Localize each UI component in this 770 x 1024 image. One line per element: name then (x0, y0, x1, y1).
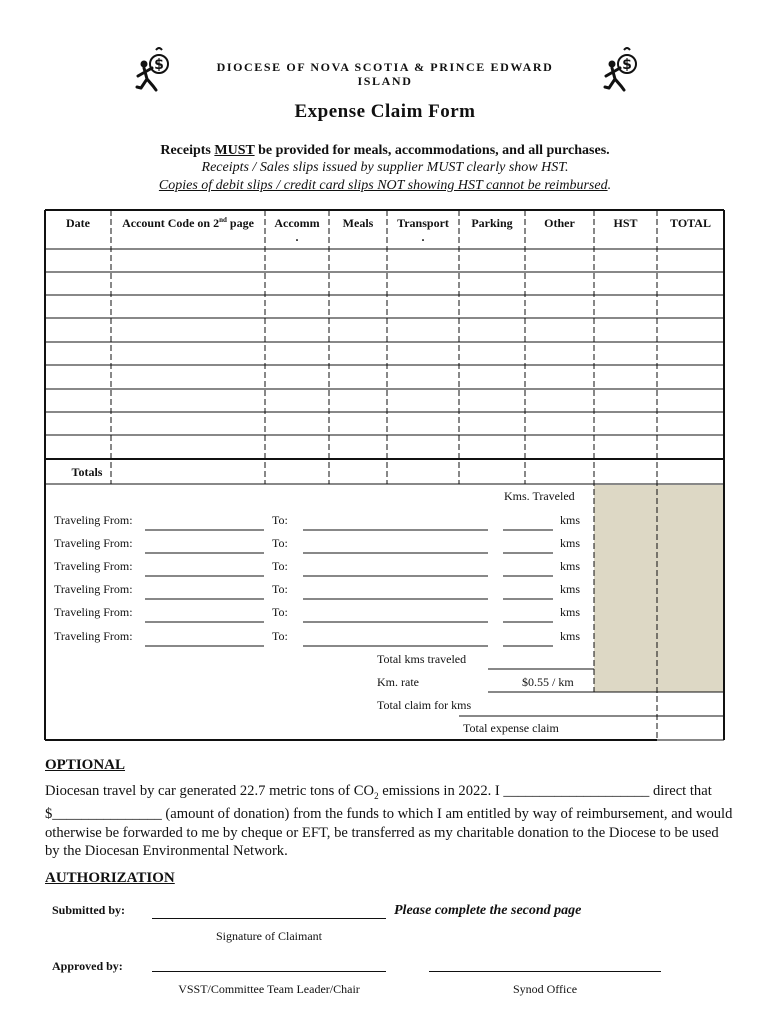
receipts-required-line: Receipts MUST be provided for meals, accommodations, and all purchases. (160, 143, 610, 158)
col-header-total: TOTAL (670, 216, 711, 230)
traveling-from-label: Traveling From: (54, 629, 133, 643)
kms-unit-label: kms (560, 559, 581, 573)
kms-unit-label: kms (560, 629, 581, 643)
leader-signature-line[interactable] (152, 971, 386, 972)
form-title: Expense Claim Form (294, 101, 476, 122)
traveling-from-label: Traveling From: (54, 513, 133, 527)
claimant-signature-line[interactable] (152, 918, 386, 919)
authorization-heading: AUTHORIZATION (45, 870, 175, 886)
col-header-date: Date (66, 216, 90, 230)
kms-unit-label: kms (560, 582, 581, 596)
to-label: To: (272, 605, 288, 619)
traveling-from-label: Traveling From: (54, 605, 133, 619)
organization-name: DIOCESE OF NOVA SCOTIA & PRINCE EDWARD ISLAND (216, 60, 554, 88)
traveling-from-label: Traveling From: (54, 582, 133, 596)
km-rate-label: Km. rate (377, 675, 419, 689)
svg-text:$: $ (154, 57, 164, 73)
leader-caption: VSST/Committee Team Leader/Chair (178, 982, 360, 996)
svg-text:$: $ (622, 57, 632, 73)
to-label: To: (272, 559, 288, 573)
km-rate-value: $0.55 / km (522, 675, 574, 689)
debit-slip-notice-line: Copies of debit slips / credit card slips NOT showing HST cannot be reimbursed. (158, 178, 612, 193)
hst-notice-line: Receipts / Sales slips issued by supplier MUST clearly show HST. (201, 160, 569, 175)
signature-caption: Signature of Claimant (216, 929, 322, 943)
total-expense-label: Total expense claim (463, 721, 559, 735)
to-label: To: (272, 536, 288, 550)
col-header-accomm: Accomm . (274, 216, 320, 244)
total-kms-label: Total kms traveled (377, 652, 467, 666)
kms-unit-label: kms (560, 513, 581, 527)
kms-unit-label: kms (560, 605, 581, 619)
totals-row-label: Totals (71, 465, 103, 479)
kms-unit-label: kms (560, 536, 581, 550)
traveling-from-label: Traveling From: (54, 536, 133, 550)
optional-heading: OPTIONAL (45, 757, 126, 773)
second-page-note: Please complete the second page (394, 903, 582, 918)
col-header-account-code: Account Code on 2nd page (122, 216, 254, 230)
col-header-parking: Parking (471, 216, 513, 230)
traveling-from-label: Traveling From: (54, 559, 133, 573)
to-label: To: (272, 629, 288, 643)
donation-paragraph: Diocesan travel by car generated 22.7 metric tons of $CO_2$ emissions in 2022. I ____________________ direct that $_______________ (amount of donation) from the funds to which I am entitled by way of reimbursement, and would otherwise be forwarded to me by cheque or EFT, be transferred as my charitable donation to the Diocese to be used by the Diocesan Environmental Network. (45, 783, 733, 860)
to-label: To: (272, 513, 288, 527)
submitted-by-label: Submitted by: (52, 903, 126, 917)
col-header-other: Other (544, 216, 575, 230)
synod-office-caption: Synod Office (512, 982, 578, 996)
col-header-hst: HST (613, 216, 638, 230)
col-header-meals: Meals (342, 216, 374, 230)
approved-by-label: Approved by: (52, 959, 123, 973)
to-label: To: (272, 582, 288, 596)
total-claim-kms-label: Total claim for kms (377, 698, 472, 712)
kms-traveled-header: Kms. Traveled (504, 489, 575, 503)
col-header-transport: Transport . (397, 216, 449, 244)
synod-office-signature-line[interactable] (429, 971, 661, 972)
